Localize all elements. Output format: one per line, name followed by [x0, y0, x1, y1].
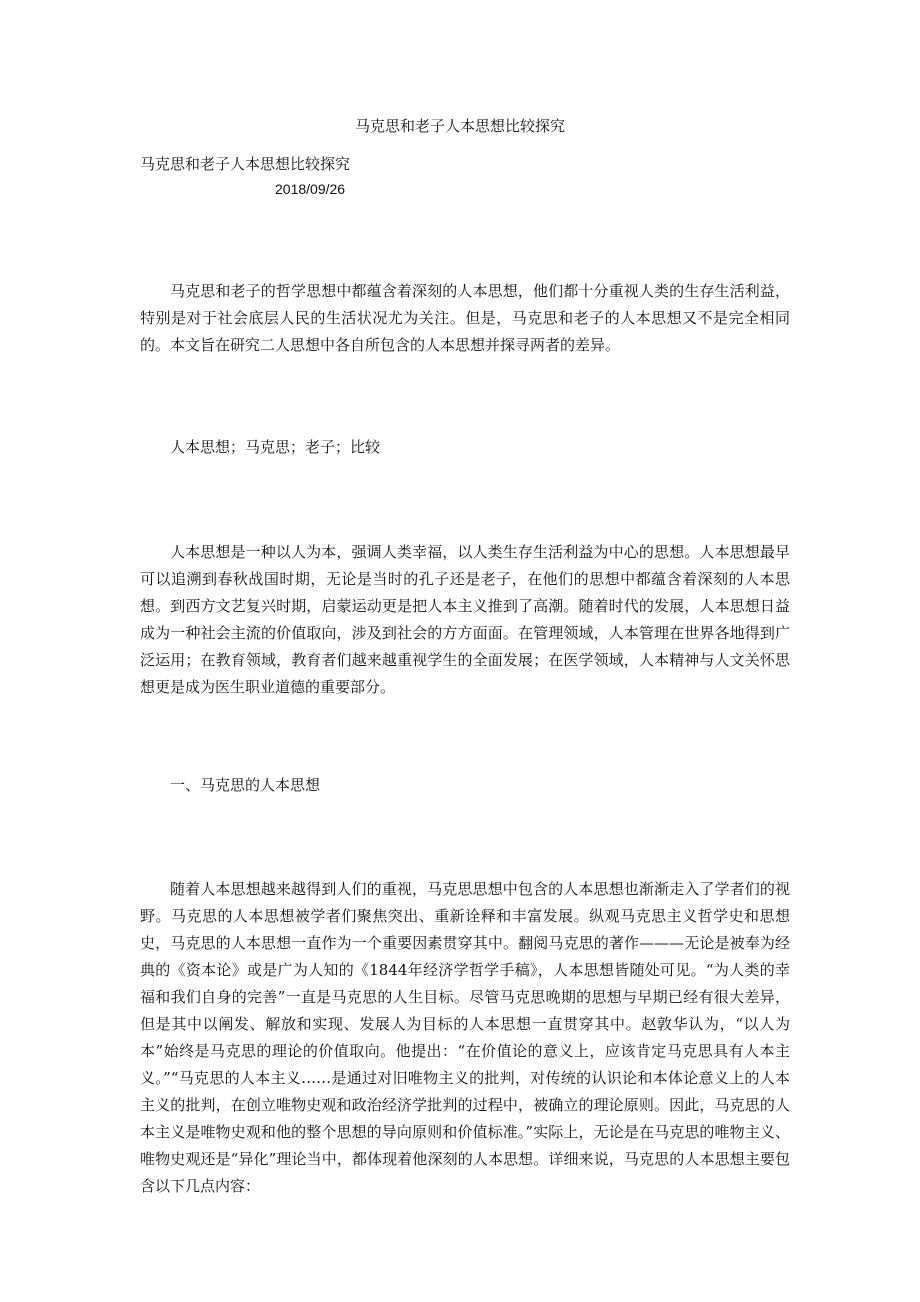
document-title: 马克思和老子人本思想比较探究	[140, 155, 351, 173]
section-body-paragraph: 随着人本思想越来越得到人们的重视，马克思思想中包含的人本思想也渐渐走入了学者们的视野。马克思的人本思想被学者们聚焦突出、重新诠释和丰富发展。纵观马克思主义哲学史和思想史，马克思的人本思想一直作为一个重要因素贯穿其中。翻阅马克思的著作———无论是被奉为经典的《资本论》或是广为人知的《1844年经济学哲学手稿》，人本思想皆随处可见。“为人类的幸福和我们自身的完善”一直是马克思的人生目标。尽管马克思晚期的思想与早期已经有很大差异，但是其中以阐发、解放和实现、发展人为目标的人本思想一直贯穿其中。赵敦华认为，“以人为本”始终是马克思的理论的价值取向。他提出：“在价值论的意义上，应该肯定马克思具有人本主义。”“马克思的人本主义……是通过对旧唯物主义的批判，对传统的认识论和本体论意义上的人本主义的批判，在创立唯物史观和政治经济学批判的过程中，被确立的理论原则。因此，马克思的人本主义是唯物史观和他的整个思想的导向原则和价值标准。”实际上，无论是在马克思的唯物主义、唯物史观还是“异化”理论当中，都体现着他深刻的人本思想。详细来说，马克思的人本思想主要包含以下几点内容：	[140, 880, 790, 1195]
introduction-paragraph: 人本思想是一种以人为本，强调人类幸福，以人类生存生活利益为中心的思想。人本思想最早可以追溯到春秋战国时期，无论是当时的孔子还是老子，在他们的思想中都蕴含着深刻的人本思想。到西方文艺复兴时期，启蒙运动更是把人本主义推到了高潮。随着时代的发展，人本思想日益成为一种社会主流的价值取向，涉及到社会的方方面面。在管理领域，人本管理在世界各地得到广泛运用；在教育领域，教育者们越来越重视学生的全面发展；在医学领域，人本精神与人文关怀思想更是成为医生职业道德的重要部分。	[140, 543, 790, 696]
publish-date: 2018/09/26	[275, 181, 346, 197]
running-header-title: 马克思和老子人本思想比较探究	[354, 117, 565, 135]
abstract-paragraph: 马克思和老子的哲学思想中都蕴含着深刻的人本思想，他们都十分重视人类的生存生活利益，特别是对于社会底层人民的生活状况尤为关注。但是，马克思和老子的人本思想又不是完全相同的。本文旨在研究二人思想中各自所包含的人本思想并探寻两者的差异。	[140, 282, 790, 354]
section-heading: 一、马克思的人本思想	[170, 776, 321, 794]
keywords-line: 人本思想；马克思；老子；比较	[170, 438, 381, 456]
